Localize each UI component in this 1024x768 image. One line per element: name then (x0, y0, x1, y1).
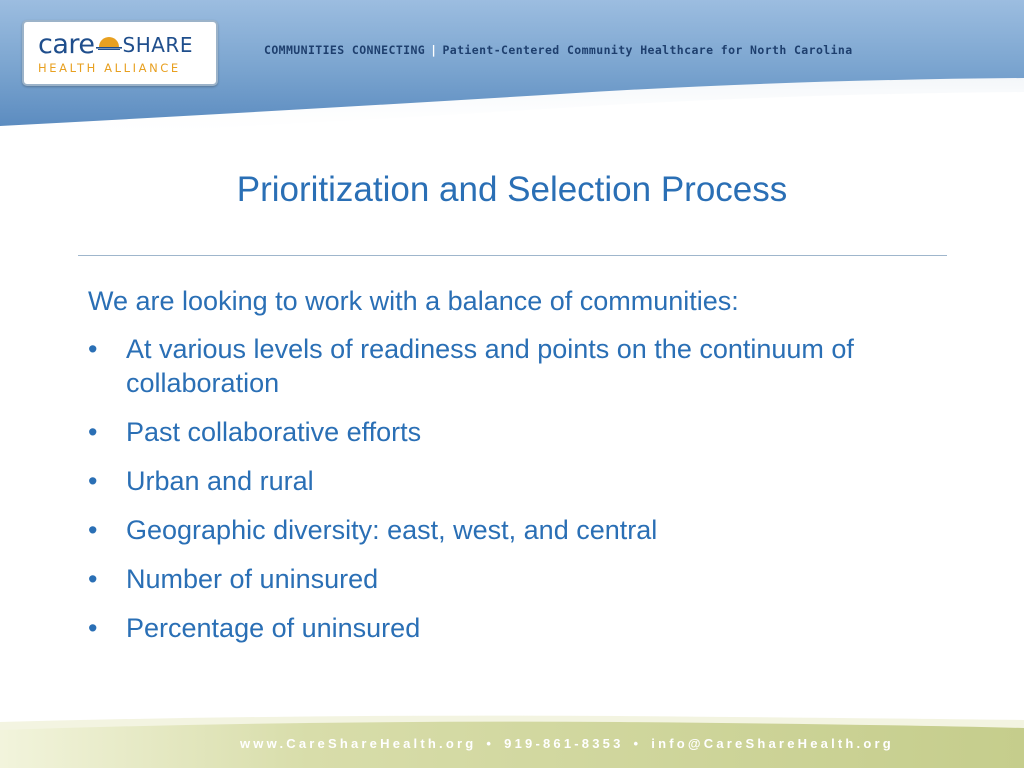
careshare-logo (22, 20, 218, 86)
logo-wordmark (38, 31, 193, 59)
bullet-text: Geographic diversity: east, west, and central (126, 515, 658, 545)
header-tagline (264, 43, 853, 57)
footer-contact (240, 736, 894, 751)
bullet-text: Percentage of uninsured (126, 613, 421, 643)
intro-text: We are looking to work with a balance of communities: (88, 286, 739, 316)
slide-title: Prioritization and Selection Process (236, 170, 788, 209)
bullet-text: Urban and rural (126, 466, 314, 496)
footer-website: www.CareShareHealth.org (240, 736, 477, 751)
title-divider (78, 255, 947, 256)
tagline-separator: | (430, 43, 438, 57)
bullet-dot: • (88, 515, 98, 545)
sunrise-icon (96, 36, 122, 55)
logo-care-text: care (38, 29, 95, 60)
bullet-dot: • (88, 417, 98, 447)
bullet-list (88, 332, 968, 645)
bullet-text: Number of uninsured (126, 564, 379, 594)
bullet-dot: • (88, 564, 98, 594)
logo-share-text: SHARE (122, 33, 193, 57)
footer-separator: • (633, 736, 642, 751)
footer-band (0, 700, 1024, 768)
bullet-item (88, 513, 968, 547)
footer-phone: 919-861-8353 (504, 736, 624, 751)
logo-alliance-text: HEALTH ALLIANCE (38, 61, 181, 75)
slide-body (88, 284, 968, 660)
bullet-item (88, 464, 968, 498)
bullet-text: Past collaborative efforts (126, 417, 422, 447)
bullet-dot: • (88, 466, 98, 496)
bullet-item (88, 332, 968, 400)
bullet-text: At various levels of readiness and points on the continuum of collaboration (126, 334, 854, 398)
tagline-sub: Patient-Centered Community Healthcare for North Carolina (442, 43, 853, 57)
bullet-dot: • (88, 334, 98, 364)
bullet-item (88, 415, 968, 449)
footer-email: info@CareShareHealth.org (651, 736, 894, 751)
bullet-dot: • (88, 613, 98, 643)
bullet-item (88, 562, 968, 596)
footer-separator: • (486, 736, 495, 751)
tagline-main: COMMUNITIES CONNECTING (264, 43, 426, 57)
bullet-item (88, 611, 968, 645)
